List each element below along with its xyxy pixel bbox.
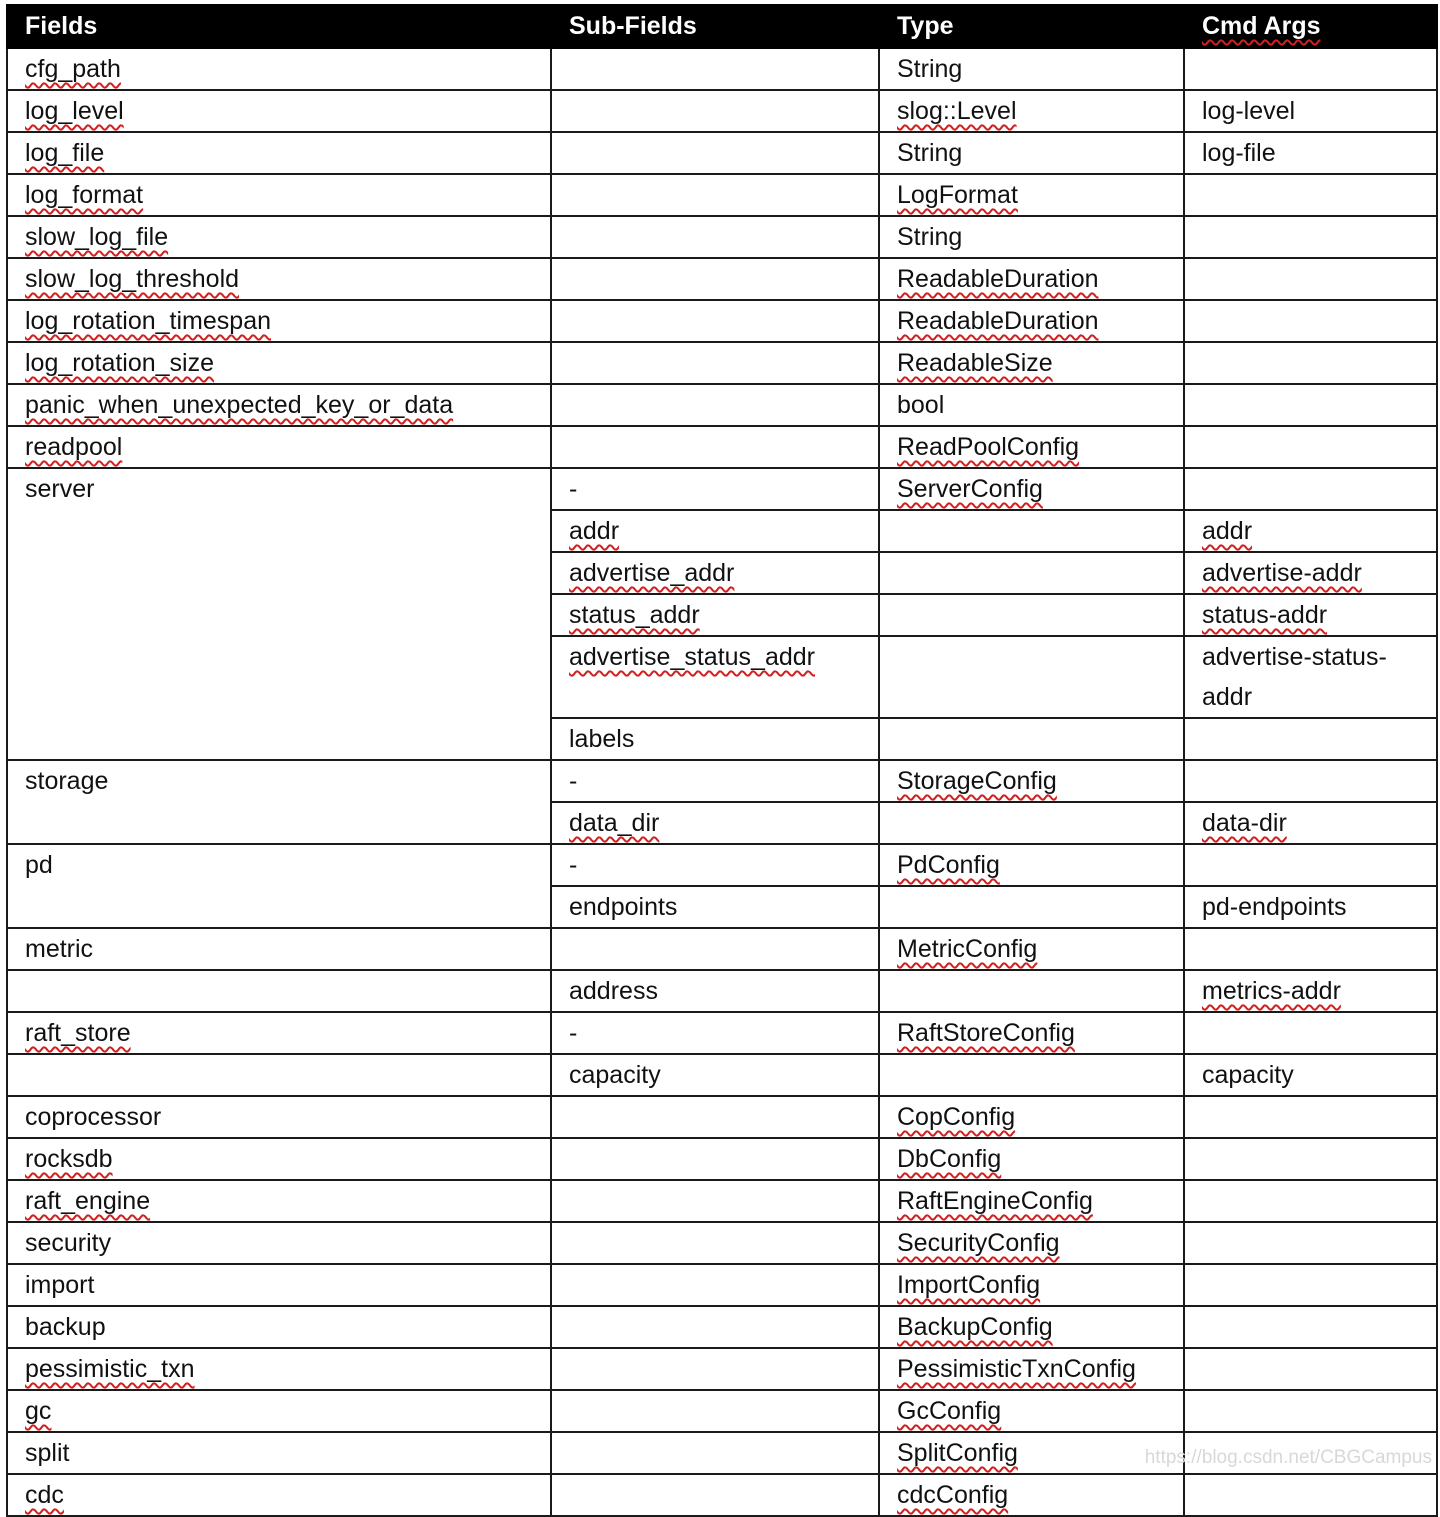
sub-field-cell: [551, 90, 879, 132]
table-row: [7, 258, 1437, 300]
type-cell: [879, 1012, 1184, 1054]
sub-field-cell-text: addr: [569, 517, 620, 545]
cmd-arg-cell: [1184, 426, 1437, 468]
sub-field-cell: [551, 468, 879, 510]
field-cell: [7, 468, 551, 760]
cmd-arg-cell-text: advertise-status-addr: [1202, 643, 1387, 711]
type-cell: [879, 216, 1184, 258]
type-cell: [879, 468, 1184, 510]
table-row: [7, 90, 1437, 132]
type-cell: [879, 1054, 1184, 1096]
type-cell: [879, 594, 1184, 636]
sub-field-cell: [551, 1264, 879, 1306]
field-cell: [7, 1474, 551, 1516]
sub-field-cell: [551, 886, 879, 928]
cmd-arg-cell: [1184, 970, 1437, 1012]
field-cell-text: security: [25, 1229, 112, 1257]
cmd-arg-cell: [1184, 1054, 1437, 1096]
type-cell-text: ReadableSize: [897, 349, 1053, 377]
cmd-arg-cell: [1184, 1096, 1437, 1138]
type-cell: [879, 1138, 1184, 1180]
type-cell: [879, 1390, 1184, 1432]
type-cell: [879, 258, 1184, 300]
type-cell-text: DbConfig: [897, 1145, 1002, 1173]
sub-field-cell: [551, 510, 879, 552]
config-fields-table: [6, 4, 1438, 1517]
field-cell: [7, 928, 551, 970]
type-cell: [879, 718, 1184, 760]
sub-field-cell: [551, 1348, 879, 1390]
type-cell-text: cdcConfig: [897, 1481, 1009, 1509]
field-cell: [7, 342, 551, 384]
table-row: [7, 1348, 1437, 1390]
watermark: https://blog.csdn.net/CBGCampus: [1144, 1447, 1432, 1468]
cmd-arg-cell-text: metrics-addr: [1202, 977, 1341, 1005]
sub-field-cell: [551, 216, 879, 258]
field-cell: [7, 258, 551, 300]
field-cell: [7, 132, 551, 174]
type-cell-text: String: [897, 55, 963, 83]
field-cell: [7, 1222, 551, 1264]
field-cell: [7, 1264, 551, 1306]
type-cell: [879, 886, 1184, 928]
sub-field-cell-text: -: [569, 851, 578, 879]
type-cell-text: ReadPoolConfig: [897, 433, 1080, 461]
cmd-arg-cell: [1184, 1390, 1437, 1432]
field-cell-text: server: [25, 475, 95, 503]
type-cell: [879, 844, 1184, 886]
cmd-arg-cell: [1184, 1222, 1437, 1264]
table-row: [7, 384, 1437, 426]
type-cell: [879, 342, 1184, 384]
sub-field-cell: [551, 132, 879, 174]
field-cell: [7, 970, 551, 1012]
cmd-arg-cell-text: addr: [1202, 517, 1253, 545]
field-cell: [7, 1096, 551, 1138]
field-cell: [7, 1054, 551, 1096]
type-cell-text: StorageConfig: [897, 767, 1057, 795]
cmd-arg-cell: [1184, 928, 1437, 970]
type-cell-text: MetricConfig: [897, 935, 1038, 963]
table-row: [7, 1474, 1437, 1516]
type-cell-text: ServerConfig: [897, 475, 1043, 503]
sub-field-cell: [551, 1012, 879, 1054]
field-cell: [7, 1180, 551, 1222]
sub-field-cell: [551, 174, 879, 216]
cmd-arg-cell: [1184, 1012, 1437, 1054]
cmd-arg-cell: [1184, 132, 1437, 174]
field-cell: [7, 300, 551, 342]
field-cell-text: coprocessor: [25, 1103, 162, 1131]
header-sub-fields: Sub-Fields: [551, 5, 879, 48]
sub-field-cell: [551, 636, 879, 718]
cmd-arg-cell-text: data-dir: [1202, 809, 1287, 837]
sub-field-cell-text: status_addr: [569, 601, 700, 629]
field-cell: [7, 760, 551, 844]
cmd-arg-cell: [1184, 718, 1437, 760]
type-cell: [879, 1306, 1184, 1348]
type-cell-text: bool: [897, 391, 945, 419]
type-cell-text: RaftStoreConfig: [897, 1019, 1075, 1047]
type-cell-text: slog::Level: [897, 97, 1017, 125]
sub-field-cell: [551, 1222, 879, 1264]
cmd-arg-cell: [1184, 174, 1437, 216]
sub-field-cell: [551, 1432, 879, 1474]
field-cell-text: raft_store: [25, 1019, 131, 1047]
type-cell: [879, 1180, 1184, 1222]
type-cell: [879, 174, 1184, 216]
sub-field-cell: [551, 970, 879, 1012]
field-cell: [7, 216, 551, 258]
cmd-arg-cell-text: log-file: [1202, 139, 1276, 167]
sub-field-cell-text: advertise_addr: [569, 559, 735, 587]
type-cell-text: ImportConfig: [897, 1271, 1041, 1299]
field-cell: [7, 1348, 551, 1390]
field-cell-text: log_rotation_timespan: [25, 307, 271, 335]
sub-field-cell-text: -: [569, 1019, 578, 1047]
type-cell: [879, 1222, 1184, 1264]
field-cell-text: raft_engine: [25, 1187, 151, 1215]
type-cell-text: PdConfig: [897, 851, 1000, 879]
sub-field-cell: [551, 594, 879, 636]
field-cell-text: rocksdb: [25, 1145, 113, 1173]
sub-field-cell: [551, 552, 879, 594]
cmd-arg-cell: [1184, 594, 1437, 636]
field-cell: [7, 426, 551, 468]
table-row: [7, 48, 1437, 90]
field-cell-text: log_rotation_size: [25, 349, 215, 377]
type-cell: [879, 552, 1184, 594]
type-cell: [879, 1096, 1184, 1138]
cmd-arg-cell: [1184, 552, 1437, 594]
sub-field-cell: [551, 300, 879, 342]
field-cell-text: storage: [25, 767, 109, 795]
field-cell: [7, 844, 551, 928]
type-cell: [879, 802, 1184, 844]
table-row: [7, 970, 1437, 1012]
cmd-arg-cell: [1184, 216, 1437, 258]
sub-field-cell: [551, 426, 879, 468]
type-cell: [879, 384, 1184, 426]
type-cell-text: ReadableDuration: [897, 265, 1099, 293]
sub-field-cell: [551, 802, 879, 844]
type-cell-text: ReadableDuration: [897, 307, 1099, 335]
field-cell-text: readpool: [25, 433, 123, 461]
field-cell-text: slow_log_threshold: [25, 265, 240, 293]
table-row: [7, 1096, 1437, 1138]
table-row: [7, 1180, 1437, 1222]
type-cell-text: String: [897, 223, 963, 251]
field-cell: [7, 384, 551, 426]
sub-field-cell-text: data_dir: [569, 809, 660, 837]
type-cell: [879, 760, 1184, 802]
field-cell: [7, 48, 551, 90]
cmd-arg-cell: [1184, 1474, 1437, 1516]
type-cell-text: CopConfig: [897, 1103, 1016, 1131]
table-row: [7, 1390, 1437, 1432]
type-cell-text: LogFormat: [897, 181, 1018, 209]
cmd-arg-cell: [1184, 48, 1437, 90]
type-cell: [879, 90, 1184, 132]
table-row: [7, 1222, 1437, 1264]
sub-field-cell-text: -: [569, 475, 578, 503]
type-cell: [879, 1432, 1184, 1474]
type-cell-text: SplitConfig: [897, 1439, 1018, 1467]
type-cell-text: BackupConfig: [897, 1313, 1053, 1341]
sub-field-cell: [551, 258, 879, 300]
cmd-arg-cell: [1184, 342, 1437, 384]
cmd-arg-cell-text: advertise-addr: [1202, 559, 1362, 587]
cmd-arg-cell: [1184, 1306, 1437, 1348]
sub-field-cell-text: endpoints: [569, 893, 678, 921]
cmd-arg-cell: [1184, 384, 1437, 426]
sub-field-cell: [551, 1306, 879, 1348]
table-row: [7, 468, 1437, 510]
type-cell: [879, 300, 1184, 342]
header-row: [7, 5, 1437, 48]
cmd-arg-cell: [1184, 886, 1437, 928]
table-row: [7, 760, 1437, 802]
cmd-arg-cell-text: log-level: [1202, 97, 1296, 125]
field-cell: [7, 90, 551, 132]
table-row: [7, 216, 1437, 258]
table-row: [7, 928, 1437, 970]
sub-field-cell: [551, 1180, 879, 1222]
field-cell: [7, 1390, 551, 1432]
table-row: [7, 132, 1437, 174]
type-cell: [879, 426, 1184, 468]
cmd-arg-cell: [1184, 802, 1437, 844]
sub-field-cell-text: capacity: [569, 1061, 661, 1089]
sub-field-cell: [551, 928, 879, 970]
field-cell-text: log_format: [25, 181, 144, 209]
cmd-arg-cell: [1184, 300, 1437, 342]
sub-field-cell: [551, 1390, 879, 1432]
cmd-arg-cell: [1184, 1264, 1437, 1306]
table-row: [7, 300, 1437, 342]
type-cell-text: RaftEngineConfig: [897, 1187, 1093, 1215]
cmd-arg-cell: [1184, 258, 1437, 300]
cmd-arg-cell: [1184, 510, 1437, 552]
type-cell-text: String: [897, 139, 963, 167]
sub-field-cell: [551, 718, 879, 760]
type-cell-text: GcConfig: [897, 1397, 1002, 1425]
cmd-arg-cell-text: status-addr: [1202, 601, 1328, 629]
field-cell-text: cfg_path: [25, 55, 121, 83]
sub-field-cell: [551, 48, 879, 90]
table-row: [7, 174, 1437, 216]
type-cell: [879, 1348, 1184, 1390]
sub-field-cell: [551, 1054, 879, 1096]
field-cell-text: slow_log_file: [25, 223, 169, 251]
type-cell: [879, 970, 1184, 1012]
field-cell: [7, 1306, 551, 1348]
header-cmd-args: [1184, 5, 1437, 48]
table-row: [7, 1054, 1437, 1096]
cmd-arg-cell-text: capacity: [1202, 1061, 1294, 1089]
table-row: [7, 1138, 1437, 1180]
type-cell: [879, 510, 1184, 552]
field-cell-text: backup: [25, 1313, 106, 1341]
sub-field-cell-text: -: [569, 767, 578, 795]
header-fields: Fields: [7, 5, 551, 48]
field-cell-text: pd: [25, 851, 53, 879]
field-cell: [7, 1012, 551, 1054]
field-cell-text: gc: [25, 1397, 52, 1425]
sub-field-cell: [551, 1474, 879, 1516]
type-cell: [879, 636, 1184, 718]
cmd-arg-cell: [1184, 636, 1437, 718]
type-cell: [879, 928, 1184, 970]
cmd-arg-cell-text: pd-endpoints: [1202, 893, 1347, 921]
type-cell: [879, 132, 1184, 174]
table-row: [7, 426, 1437, 468]
sub-field-cell: [551, 384, 879, 426]
table-row: [7, 1306, 1437, 1348]
sub-field-cell: [551, 1096, 879, 1138]
field-cell-text: log_level: [25, 97, 124, 125]
table-row: [7, 1012, 1437, 1054]
sub-field-cell: [551, 844, 879, 886]
sub-field-cell-text: address: [569, 977, 658, 1005]
field-cell-text: metric: [25, 935, 94, 963]
sub-field-cell: [551, 760, 879, 802]
type-cell-text: SecurityConfig: [897, 1229, 1060, 1257]
table-row: [7, 342, 1437, 384]
type-cell: [879, 1474, 1184, 1516]
sub-field-cell: [551, 342, 879, 384]
cmd-arg-cell: [1184, 844, 1437, 886]
field-cell: [7, 174, 551, 216]
field-cell: [7, 1432, 551, 1474]
type-cell: [879, 48, 1184, 90]
field-cell-text: pessimistic_txn: [25, 1355, 195, 1383]
cmd-arg-cell: [1184, 1180, 1437, 1222]
cmd-arg-cell: [1184, 90, 1437, 132]
cmd-arg-cell: [1184, 468, 1437, 510]
header-type: Type: [879, 5, 1184, 48]
field-cell-text: split: [25, 1439, 70, 1467]
table-body: [7, 48, 1437, 1516]
cmd-arg-cell: [1184, 1138, 1437, 1180]
field-cell-text: cdc: [25, 1481, 64, 1509]
field-cell-text: log_file: [25, 139, 105, 167]
field-cell-text: panic_when_unexpected_key_or_data: [25, 391, 454, 419]
cmd-arg-cell: [1184, 1348, 1437, 1390]
sub-field-cell-text: labels: [569, 725, 635, 753]
type-cell: [879, 1264, 1184, 1306]
sub-field-cell-text: advertise_status_addr: [569, 643, 815, 671]
field-cell-text: import: [25, 1271, 95, 1299]
sub-field-cell: [551, 1138, 879, 1180]
header-cmd-args-label: Cmd Args: [1202, 12, 1321, 40]
table-row: [7, 844, 1437, 886]
field-cell: [7, 1138, 551, 1180]
cmd-arg-cell: [1184, 760, 1437, 802]
type-cell-text: PessimisticTxnConfig: [897, 1355, 1136, 1383]
table-row: [7, 1264, 1437, 1306]
